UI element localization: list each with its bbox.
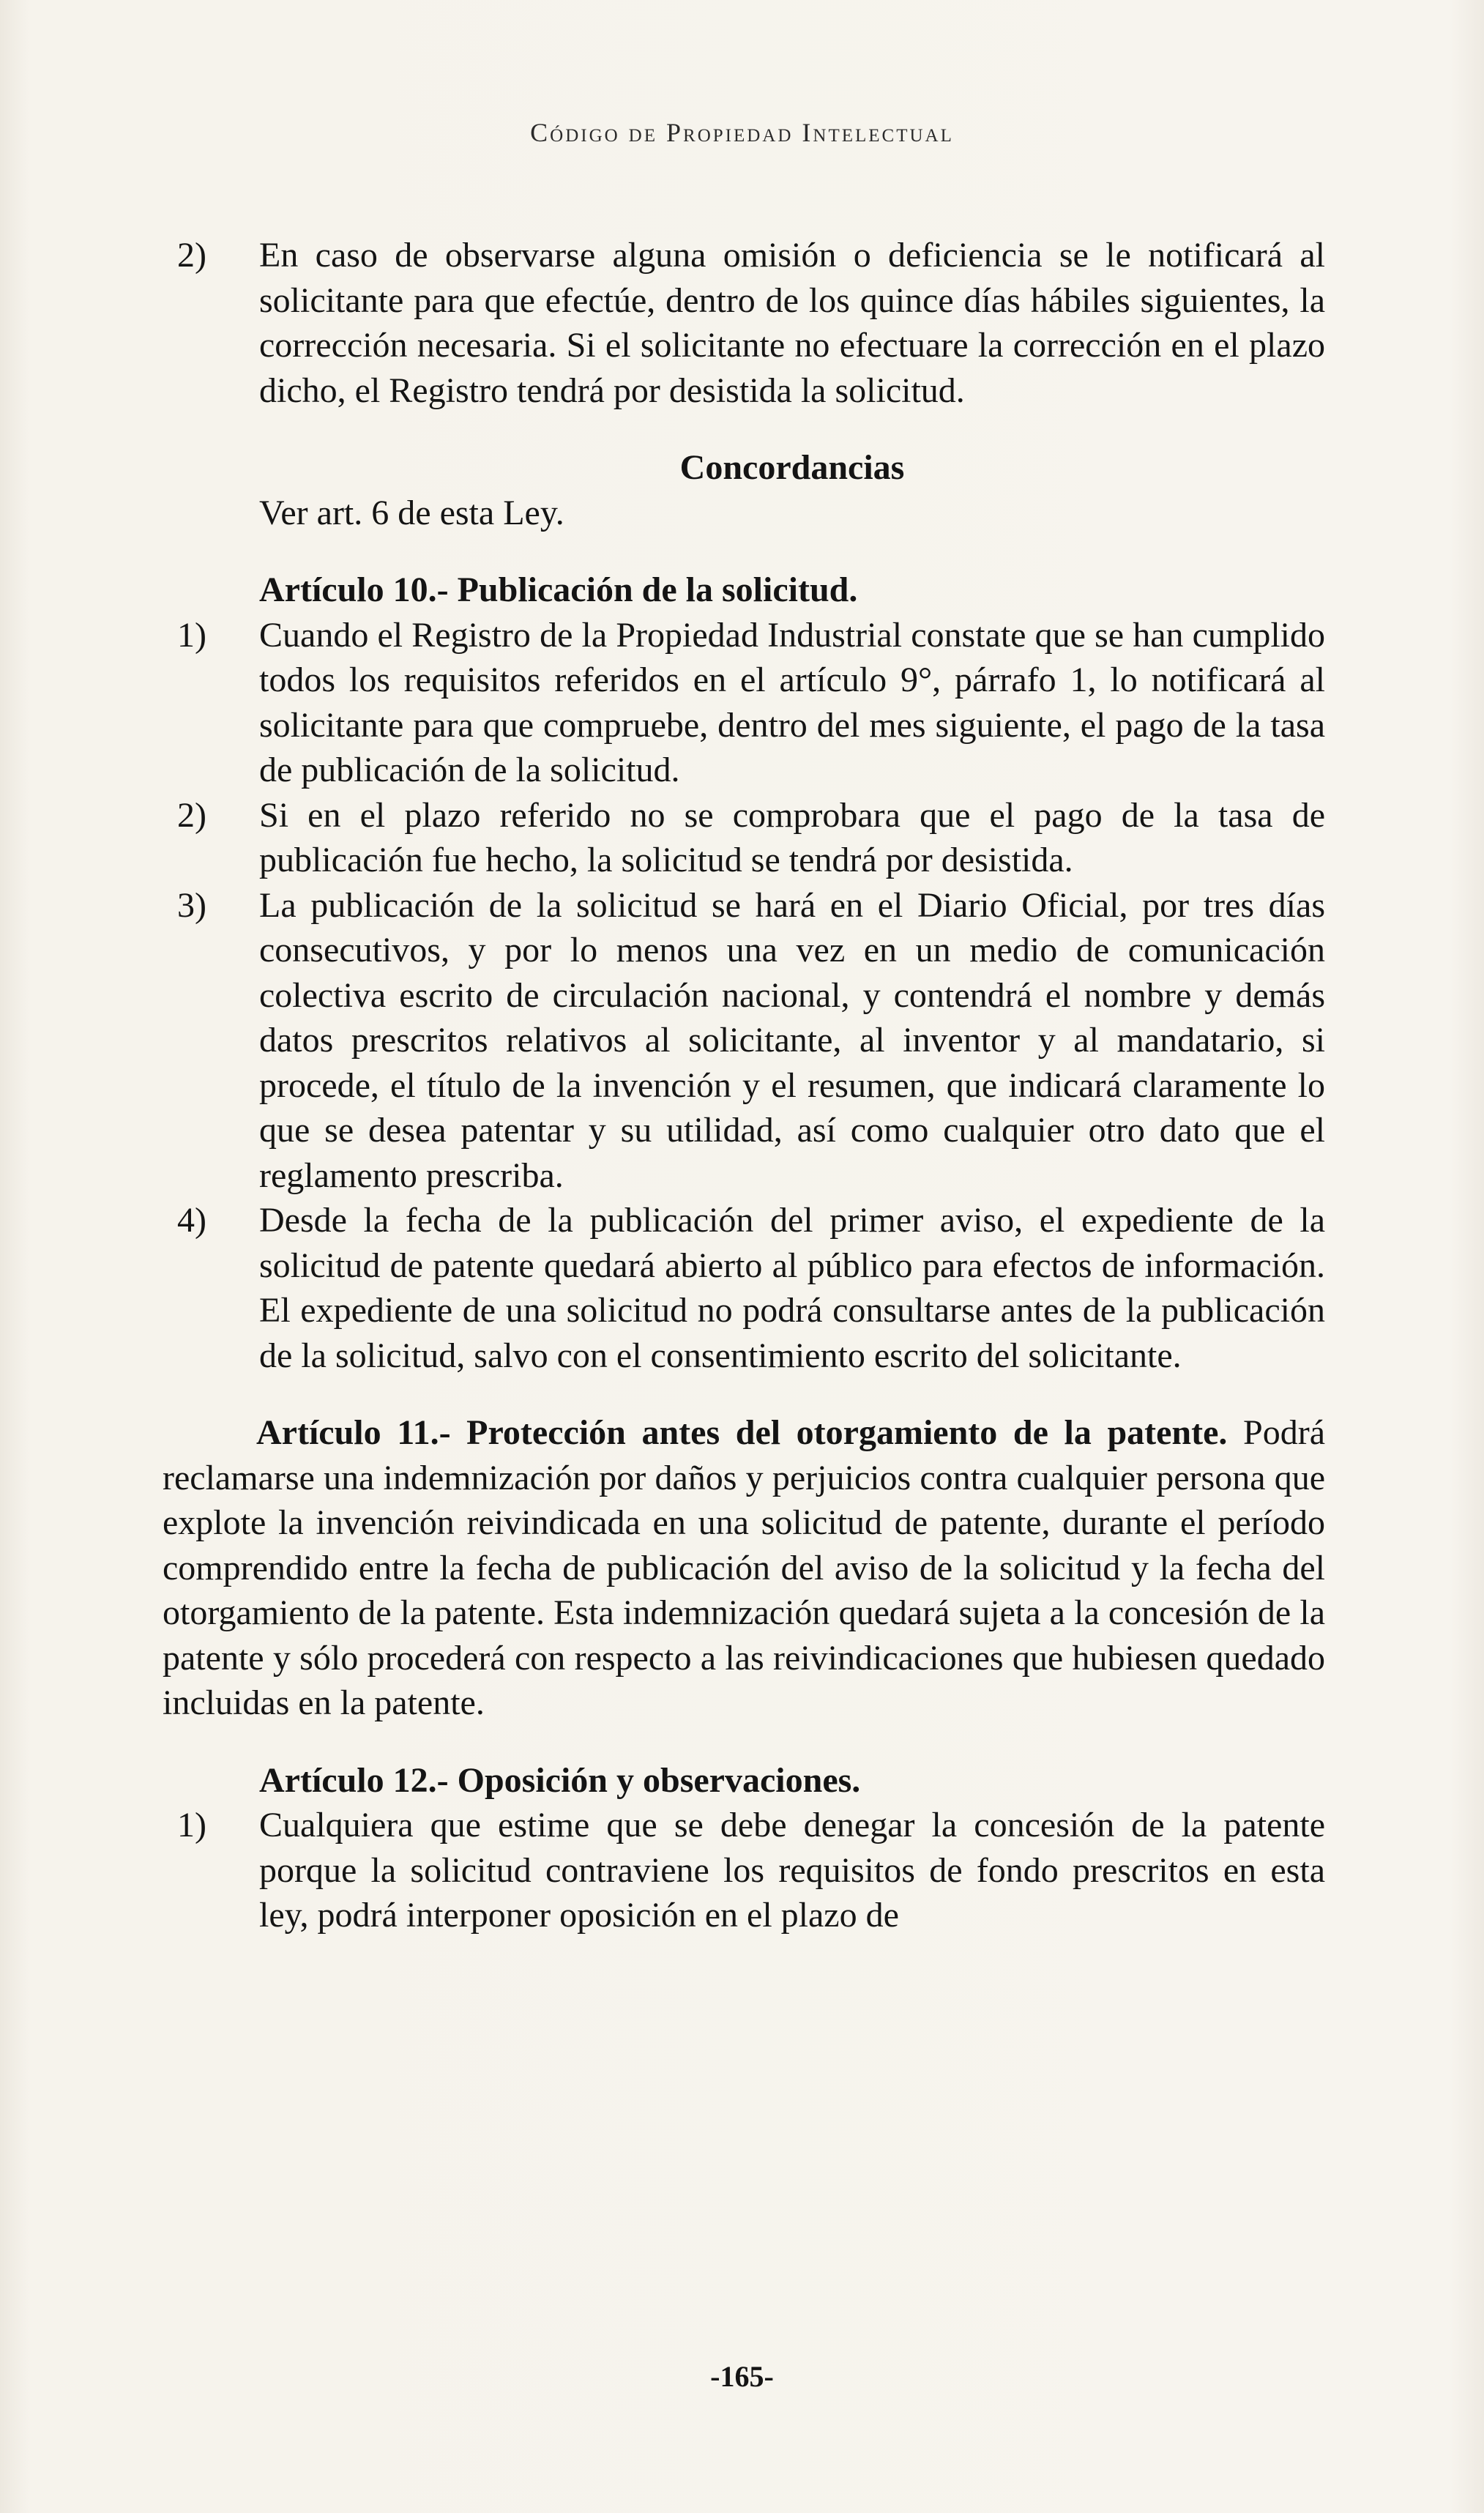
art12-title: Artículo 12.- Oposición y observaciones.	[259, 1760, 861, 1800]
art9-item-2	[163, 233, 1325, 413]
art10-title: Artículo 10.- Publicación de la solicitud.	[259, 570, 858, 609]
art12-item-1	[163, 1803, 1325, 1938]
art10-item-4	[163, 1198, 1325, 1378]
art10-item-3	[163, 883, 1325, 1199]
running-head: Código de Propiedad Intelectual	[530, 118, 954, 147]
item-text: Cuando el Registro de la Propiedad Industrial constate que se han cumplido todos los requisitos referidos en el artículo 9°, párrafo 1, lo notificará al solicitante para que compruebe, dentro del mes siguiente, el pago de la tasa de publicación de la solicitud.	[259, 615, 1325, 789]
concordancias-text: Ver art. 6 de esta Ley.	[259, 493, 564, 532]
spacer	[163, 1726, 1325, 1758]
spacer	[163, 413, 1325, 445]
item-text: Cualquiera que estime que se debe denegar la concesión de la patente porque la solicitud contraviene los requisitos de fondo prescritos en esta ley, podrá interponer oposición en el plazo de	[259, 1806, 1325, 1935]
item-text: La publicación de la solicitud se hará en el Diario Oficial, por tres días consecutivos, y por lo menos una vez en un medio de comunicación colectiva escrito de circulación nacional, y contendrá el nombre y demás datos prescritos relativos al solicitante, al inventor y al mandatario, si procede, el título de la invención y el resumen, que indicará claramente lo que se desea patentar y su utilidad, así como cualquier otro dato que el reglamento prescriba.	[259, 885, 1325, 1195]
page-number: -165-	[710, 2360, 774, 2393]
concordancias-heading: Concordancias	[679, 448, 905, 487]
item-number: 1)	[177, 615, 206, 655]
item-text: En caso de observarse alguna omisión o deficiencia se le notificará al solicitante para que efectúe, dentro de los quince días hábiles siguientes, la corrección necesaria. Si el solicitante no efectuare la corrección en el plazo dicho, el Registro tendrá por desistida la solicitud.	[259, 236, 1325, 410]
art11-paragraph	[163, 1410, 1325, 1726]
art11-title: Artículo 11.- Protección antes del otorgamiento de la patente.	[256, 1413, 1228, 1452]
art10-item-1	[163, 613, 1325, 793]
item-number: 2)	[177, 236, 206, 275]
item-text: Desde la fecha de la publicación del primer aviso, el expediente de la solicitud de patente quedará abierto al público para efectos de información. El expediente de una solicitud no podrá consultarse antes de la publicación de la solicitud, salvo con el consentimiento escrito del solicitante.	[259, 1201, 1325, 1375]
spacer	[163, 1378, 1325, 1410]
page-body	[163, 233, 1325, 1938]
art10-item-2	[163, 793, 1325, 883]
item-number: 2)	[177, 795, 206, 835]
item-text: Si en el plazo referido no se comprobara que el pago de la tasa de publicación fue hecho, la solicitud se tendrá por desistida.	[259, 795, 1325, 879]
item-number: 4)	[177, 1201, 206, 1240]
item-number: 3)	[177, 885, 206, 925]
art11-text: Podrá reclamarse una indemnización por daños y perjuicios contra cualquier persona que explote la invención reivindicada en una solicitud de patente, durante el período comprendido entre la fecha de publicación del aviso de la solicitud y la fecha del otorgamiento de la patente. Esta indemnización quedará sujeta a la concesión de la patente y sólo procederá con respecto a las reivindicaciones que hubiesen quedado incluidas en la patente.	[163, 1413, 1326, 1722]
spacer	[163, 535, 1325, 567]
item-number: 1)	[177, 1806, 206, 1844]
